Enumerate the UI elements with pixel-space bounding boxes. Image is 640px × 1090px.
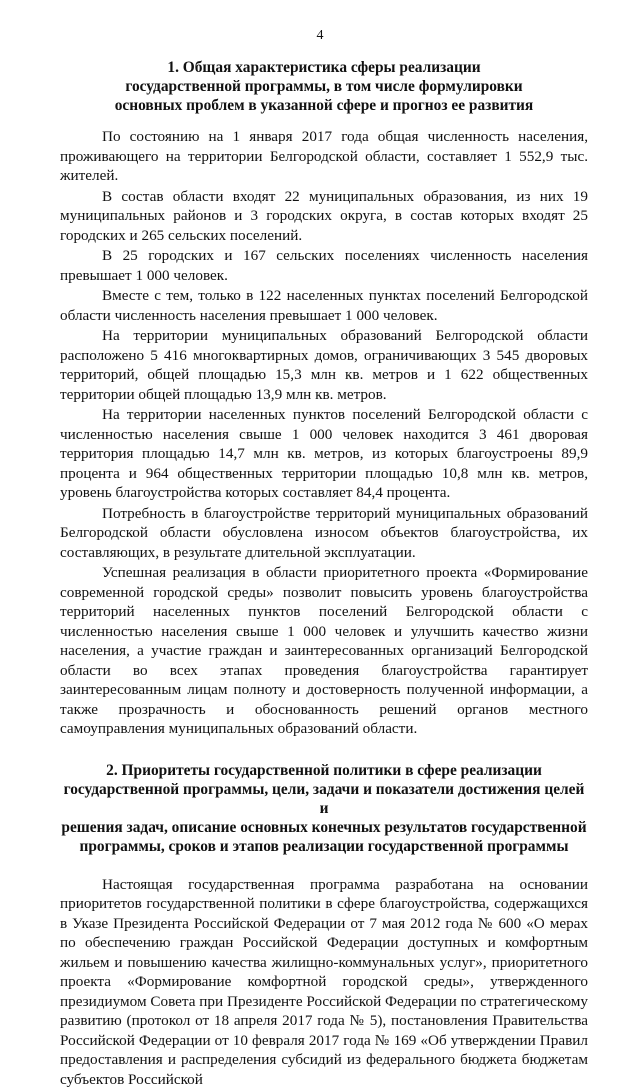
section-2-heading-line: государственной программы, цели, задачи и показатели достижения целей и	[63, 780, 585, 817]
section-2-heading-line: 2. Приоритеты государственной политики в сфере реализации	[106, 761, 542, 779]
section-2-heading	[60, 761, 588, 856]
paragraph: По состоянию на 1 января 2017 года общая численность населения, проживающего на территории Белгородской области, составляет 1 552,9 тыс. жителей.	[60, 128, 588, 184]
paragraph: На территории муниципальных образований Белгородской области расположено 5 416 многоквартирных домов, ограничивающих 3 545 дворовых территорий, общей площадью 15,3 млн кв. метров и 1 622 общественных территории общей площадью 13,9 млн кв. метров.	[60, 327, 588, 403]
document-body	[60, 58, 588, 1090]
paragraph: Настоящая государственная программа разработана на основании приоритетов государственной политики в сфере благоустройства, содержащихся в Указе Президента Российской Федерации от 7 мая 2012 года № 600 «О мерах по обеспечению граждан Российской Федерации доступных и комфортным жильем и повышению качества жилищно-коммунальных услуг», приоритетного проекта «Формирование комфортной городской среды», утвержденного президиумом Совета при Президенте Российской Федерации по стратегическому развитию (протокол от 18 апреля 2017 года № 5), постановления Правительства Российской Федерации от 10 февраля 2017 года № 169 «Об утверждении Правил предоставления и распределения субсидий из федерального бюджета бюджетам субъектов Российской	[60, 875, 588, 1088]
section-1-heading-line: государственной программы, в том числе формулировки	[125, 78, 523, 95]
section-1-heading-line: 1. Общая характеристика сферы реализации	[167, 59, 481, 76]
paragraph: Потребность в благоустройстве территорий муниципальных образований Белгородской области обусловлена износом объектов благоустройства, их составляющих, в результате длительной эксплуатации.	[60, 504, 588, 561]
paragraph: В состав области входят 22 муниципальных образования, из них 19 муниципальных районов и 3 городских округа, в состав которых входят 25 городских и 265 сельских поселений.	[60, 187, 588, 244]
paragraph: На территории населенных пунктов поселений Белгородской области с численностью населения свыше 1 000 человек находится 3 461 дворовая территория площадью 14,7 млн кв. метров, из которых благоустроены 89,9 процента и 964 общественных территории площадью 10,8 млн кв. метров, уровень благоустройства которых составляет 84,4 процента.	[60, 406, 588, 501]
paragraph: Вместе с тем, только в 122 населенных пунктах поселений Белгородской области численность населения превышает 1 000 человек.	[60, 287, 588, 324]
section-2-heading-line: программы, сроков и этапов реализации государственной программы	[79, 837, 569, 855]
section-1-heading-line: основных проблем в указанной сфере и прогноз ее развития	[114, 97, 534, 114]
section-1-heading	[60, 58, 588, 115]
paragraph: В 25 городских и 167 сельских поселениях численность населения превышает 1 000 человек.	[60, 247, 588, 284]
paragraph: Успешная реализация в области приоритетного проекта «Формирование современной городской среды» позволит повысить уровень благоустройства территорий населенных пунктов поселений Белгородской области с численностью населения свыше 1 000 человек и улучшить качество жизни населения, а участие граждан и заинтересованных организаций Белгородской области во всех этапах проведения благоустройства гарантирует заинтересованным лицам полноту и достоверность полученной информации, а также прозрачность и обоснованность решений органов местного самоуправления муниципальных образований области.	[60, 564, 588, 737]
page-number: 4	[316, 28, 324, 43]
section-2-heading-line: решения задач, описание основных конечных результатов государственной	[61, 818, 587, 836]
